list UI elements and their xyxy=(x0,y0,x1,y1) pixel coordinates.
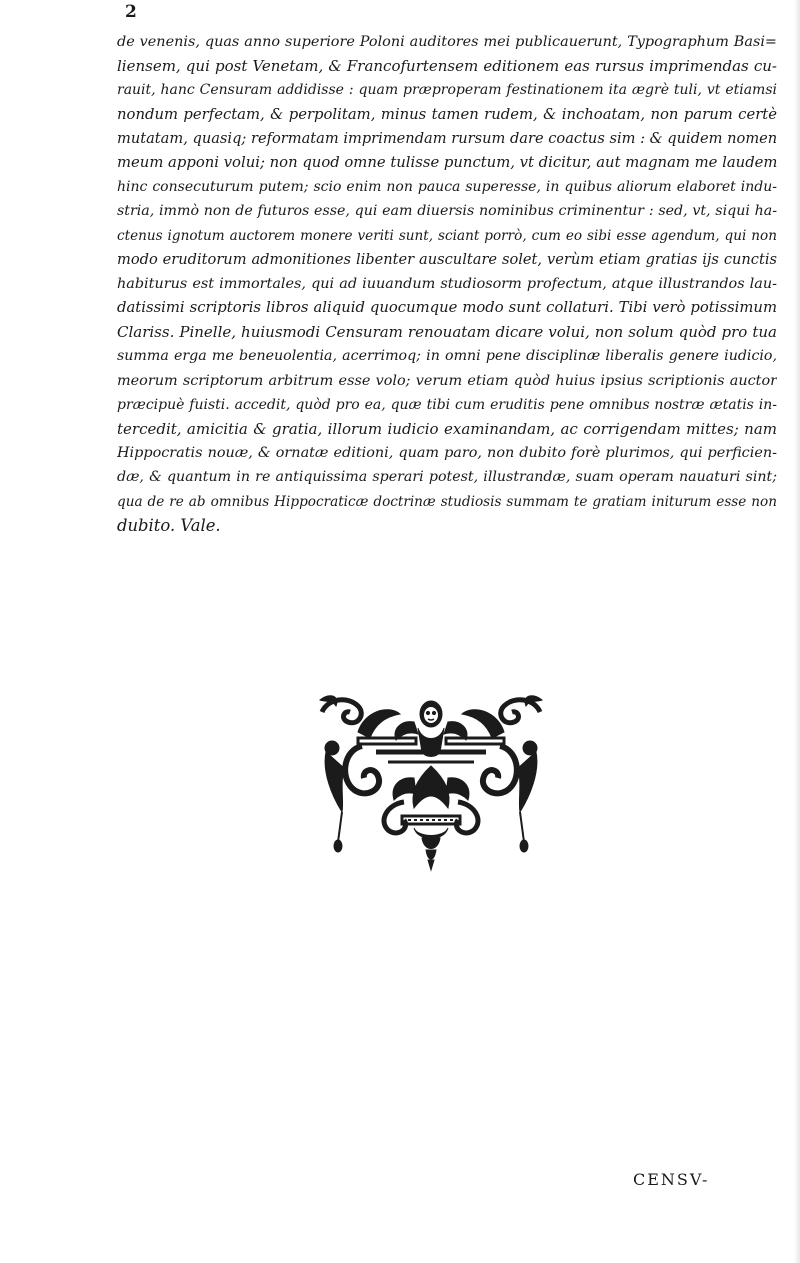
text-line: hinc consecuturum putem; scio enim non pauca superesse, in quibus aliorum elaboret indu- xyxy=(117,179,777,196)
text-line: nondum perfectam, & perpolitam, minus tamen rudem, & inchoatam, non parum certè xyxy=(117,105,777,123)
text-line: tercedit, amicitia & gratia, illorum iudicio examinandam, ac corrigendam mittes; nam xyxy=(117,420,777,438)
text-line: rauit, hanc Censuram addidisse : quam præproperam festinationem ita ægrè tuli, vt etiamsi xyxy=(117,82,777,99)
text-line: præcipuè fuisti. accedit, quòd pro ea, quæ tibi cum eruditis pene omnibus nostræ ætatis in- xyxy=(117,396,777,413)
text-line: meum apponi volui; non quod omne tulisse punctum, vt dicitur, aut magnam me laudem xyxy=(117,153,777,171)
page-number: 2 xyxy=(125,2,137,22)
text-line: Hippocratis nouæ, & ornatæ editioni, quam paro, non dubito forè plurimos, qui perficien- xyxy=(117,445,777,462)
text-line: stria, immò non de futuros esse, qui eam diuersis nominibus criminentur : sed, vt, siqui ha- xyxy=(117,203,777,220)
text-line: habiturus est immortales, qui ad iuuandum studiosorm profectum, atque illustrandos lau- xyxy=(117,275,777,292)
catchword: CENSV- xyxy=(633,1170,710,1189)
body-text xyxy=(117,30,777,538)
text-line: qua de re ab omnibus Hippocraticæ doctrinæ studiosis summam te gratiam initurum esse non xyxy=(117,493,777,510)
text-line: summa erga me beneuolentia, acerrimoq; in omni pene disciplinæ liberalis genere iudicio, xyxy=(117,348,777,365)
text-line-closing: dubito. Vale. xyxy=(117,515,221,535)
text-line: Clariss. Pinelle, huiusmodi Censuram renouatam dicare volui, non solum quòd pro tua xyxy=(117,323,777,342)
text-line: dæ, & quantum in re antiquissima sperari potest, illustrandæ, suam operam nauaturi sint; xyxy=(117,469,777,486)
text-line: ctenus ignotum auctorem monere veriti sunt, sciant porrò, cum eo sibi esse agendum, qui non xyxy=(117,227,777,244)
text-line: datissimi scriptoris libros aliquid quocumque modo sunt collaturi. Tibi verò potissimum xyxy=(117,299,777,317)
scan-edge-shadow xyxy=(794,0,800,1263)
text-line: modo eruditorum admonitiones libenter auscultare solet, verùm etiam gratias ijs cunctis xyxy=(117,250,777,268)
text-line: liensem, qui post Venetam, & Francofurtensem editionem eas rursus imprimendas cu- xyxy=(117,57,777,76)
fleuron-headpiece-icon xyxy=(318,692,544,872)
text-line: meorum scriptorum arbitrum esse volo; verum etiam quòd huius ipsius scriptionis auctor xyxy=(117,372,777,389)
text-line: mutatam, quasiq; reformatam imprimendam rursum dare coactus sim : & quidem nomen xyxy=(117,129,777,147)
text-line: de venenis, quas anno superiore Poloni auditores mei publicauerunt, Typographum Basi= xyxy=(117,34,777,50)
